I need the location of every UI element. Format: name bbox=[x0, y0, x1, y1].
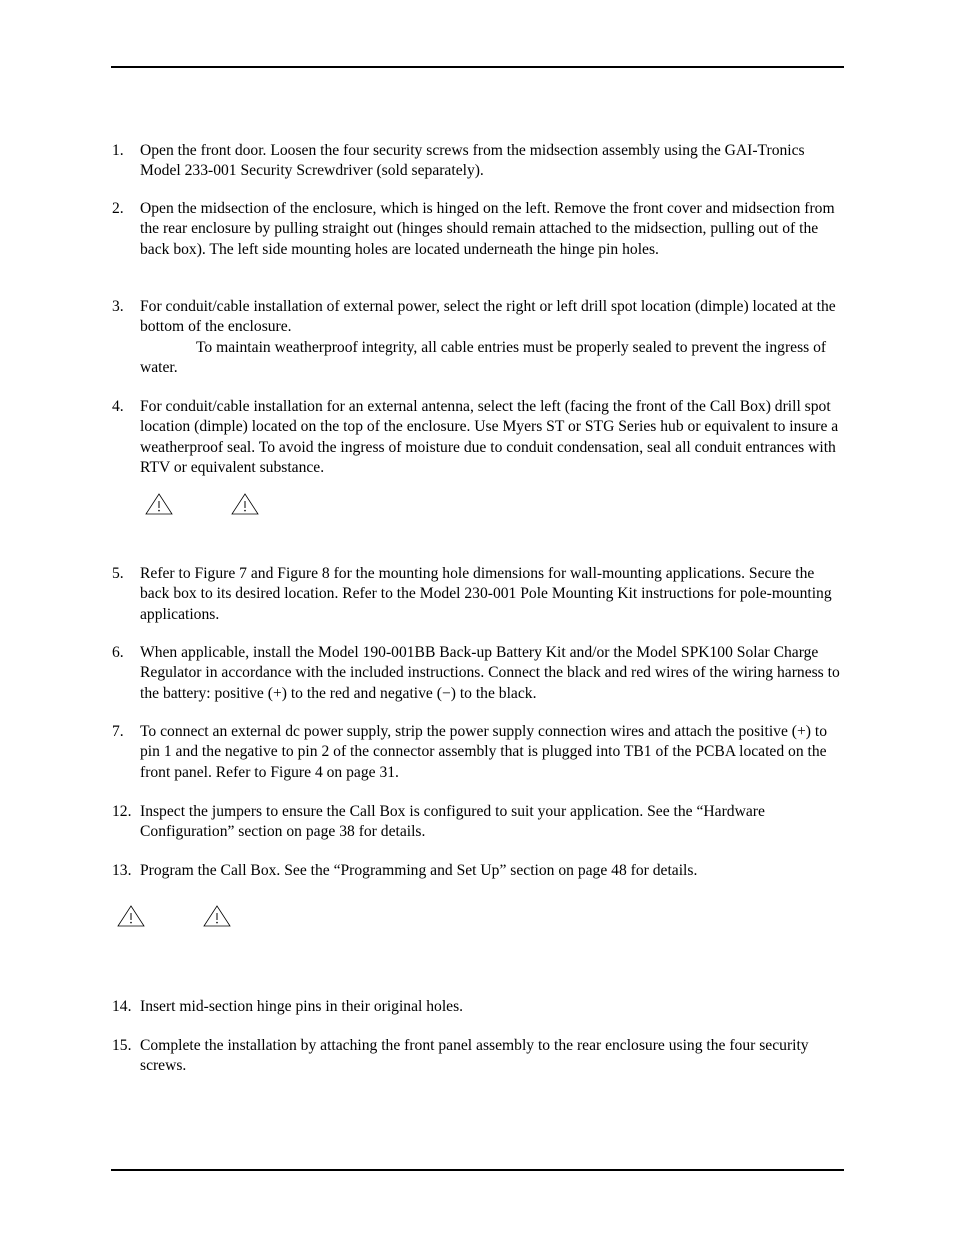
step-number: 4. bbox=[112, 398, 124, 415]
step-text: Open the midsection of the enclosure, which is hinged on the left. Remove the front cover and midsection from the rear enclosure by pulling straight out (hinges should remain attached to the midsection, pulling out of the back box). The left side mounting holes are located underneath the hinge pin holes. bbox=[140, 200, 835, 258]
step-text: Refer to Figure 7 and Figure 8 for the mounting hole dimensions for wall-mounting applications. Secure the back box to its desired location. Refer to the Model 230-001 Pole Mounting Kit instructions for pole-mounting applications. bbox=[140, 565, 832, 623]
step-text bbox=[140, 297, 847, 378]
step-number: 12. bbox=[112, 803, 132, 820]
warning-triangle-icon bbox=[117, 905, 145, 927]
step-number: 5. bbox=[112, 565, 124, 582]
step-text-main: For conduit/cable installation of external power, select the right or left drill spot location (dimple) located at the bottom of the enclosure. bbox=[140, 298, 836, 336]
step-text: Insert mid-section hinge pins in their original holes. bbox=[140, 998, 464, 1015]
header-rule bbox=[111, 66, 844, 68]
step-13 bbox=[112, 861, 847, 881]
step-2 bbox=[112, 199, 847, 260]
step-15 bbox=[112, 1036, 847, 1077]
step-6 bbox=[112, 643, 847, 704]
step-text: Program the Call Box. See the “Programming and Set Up” section on page 48 for details. bbox=[140, 862, 698, 879]
step-5 bbox=[112, 564, 847, 625]
warning-triangle-icon bbox=[203, 905, 231, 927]
step-text: For conduit/cable installation for an external antenna, select the left (facing the front of the Call Box) drill spot location (dimple) located on the top of the enclosure. Use Myers ST or STG Series hub or equivalent to insure a weatherproof seal. To avoid the ingress of moisture due to conduit condensation, seal all conduit entrances with RTV or equivalent substance. bbox=[140, 398, 839, 476]
step-text: Inspect the jumpers to ensure the Call Box is configured to suit your application. See the “Hardware Configuration” section on page 38 for details. bbox=[140, 803, 765, 841]
step-3 bbox=[112, 297, 847, 378]
step-4 bbox=[112, 397, 847, 478]
step-number: 3. bbox=[112, 298, 124, 315]
warning-triangle-icon bbox=[231, 493, 259, 515]
step-number: 1. bbox=[112, 142, 124, 159]
step-text: Complete the installation by attaching the front panel assembly to the rear enclosure using the four security screws. bbox=[140, 1037, 809, 1075]
step-number: 2. bbox=[112, 200, 124, 217]
warning-triangle-icon bbox=[145, 493, 173, 515]
step-1 bbox=[112, 141, 847, 182]
step-number: 13. bbox=[112, 862, 132, 879]
footer-rule bbox=[111, 1169, 844, 1171]
step-number: 15. bbox=[112, 1037, 132, 1054]
step-12 bbox=[112, 802, 847, 843]
step-7 bbox=[112, 722, 847, 783]
step-number: 14. bbox=[112, 998, 132, 1015]
step-14 bbox=[112, 997, 847, 1017]
step-number: 6. bbox=[112, 644, 124, 661]
step-text: Open the front door. Loosen the four security screws from the midsection assembly using the GAI-Tronics Model 233-001 Security Screwdriver (sold separately). bbox=[140, 142, 805, 180]
step-number: 7. bbox=[112, 723, 124, 740]
step-note: To maintain weatherproof integrity, all cable entries must be properly sealed to prevent the ingress of water. bbox=[140, 338, 827, 376]
step-text: To connect an external dc power supply, strip the power supply connection wires and attach the positive (+) to pin 1 and the negative to pin 2 of the connector assembly that is plugged into TB1 of the PCBA located on the front panel. Refer to Figure 4 on page 31. bbox=[140, 723, 827, 781]
step-text: When applicable, install the Model 190-001BB Back-up Battery Kit and/or the Model SPK100 Solar Charge Regulator in accordance with the included instructions. Connect the black and red wires of the wiring harness to the battery: positive (+) to the red and negative (−) to the black. bbox=[140, 644, 840, 702]
